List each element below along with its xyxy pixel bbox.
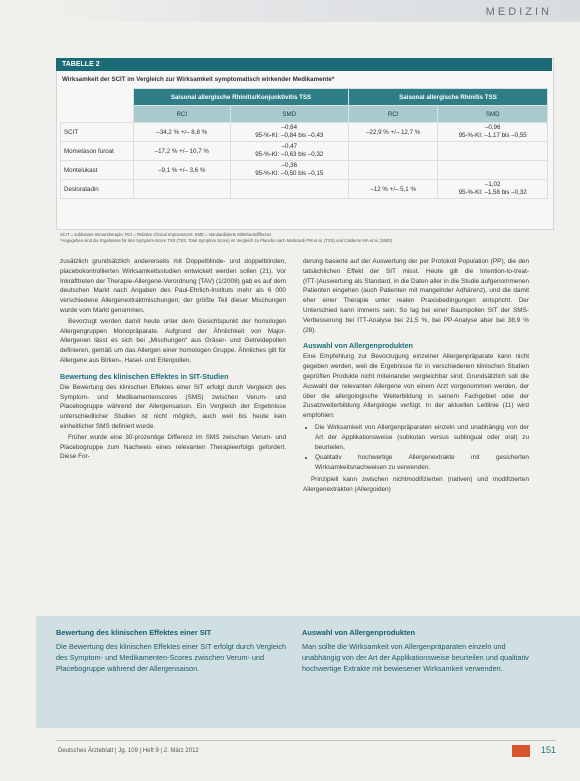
footer-divider [56,740,556,741]
subheader-cell: RCI [349,106,438,123]
table-cell [349,142,438,161]
table-row [61,142,548,161]
row-label: Desloratadin [61,180,134,199]
table-row [61,123,548,142]
efficacy-table [60,88,548,199]
table-cell: –17,2 % +/– 10,7 % [134,142,231,161]
table-caption: Wirksamkeit der SCIT im Vergleich zur Wirksamkeit symptomatisch wirkender Medikamente* [62,76,335,83]
subheader-cell: SMD [438,106,548,123]
smd-value: –0,47 [281,143,298,150]
summary-heading: Bewertung des klinischen Effektes einer SIT [56,628,212,637]
smd-ci: 95-%-KI: –1,58 bis –0,32 [458,189,527,196]
subheader-cell: SMD [230,106,348,123]
table-group-header-row [61,89,548,106]
smd-ci: 95-%-KI: –0,84 bis –0,43 [255,132,324,139]
smd-value: –0,96 [484,124,501,131]
paragraph: Die Bewertung des klinischen Effektes einer SIT erfolgt durch Vergleich des Symptom- und Medikamentenscores (SMS) zwischen Verum- und Placebogruppe während der Allergensaison. Ein Vergleich der Ergebnisse unterschiedlicher Studien ist nicht möglich, auch weil bis heute kein einheitlicher SMS definiert wurde. [60,383,286,430]
table-cell [438,123,548,142]
table-cell [438,161,548,180]
table-cell [438,180,548,199]
table-cell [230,161,348,180]
section-heading: Auswahl von Allergenprodukten [303,341,413,351]
summary-heading: Auswahl von Allergenprodukten [302,628,416,637]
paragraph: derung basierte auf der Auswertung der per Protokoll Population (PP), die den tatsächlichen Effekt der SIT misst. Heute gilt die Intention-to-treat-(ITT-)Auswertung als Standard, in die Daten aller in die Studie aufgenommenen Patienten eingehen (auch Patienten mit mangelnder Adhärenz), und die damit eher einer Therapie unter realen Praxisbedingungen entspricht. Der Unterschied kann immens sein: So lag bei einer Baumpollen SIT der SMS-Verbesserung bei ITT-Analyse bei 21,5 %, bei PP-Analyse aber bei 38,9 % (28). [303,258,529,334]
table-label: TABELLE 2 [56,58,552,71]
text-column-left [60,257,286,463]
table-cell [230,142,348,161]
smd-value: –0,36 [281,162,298,169]
paragraph: Früher wurde eine 30-prozentige Differenz im SMS zwischen Verum- und Placebogruppe zum Nachweis eines relevanten Therapieerfolgs gefordert. Diese For- [60,433,286,461]
paragraph: Prinzipiell kann zwischen nichtmodifizierten (nativen) und modifizierten Allergenextrakten (Allergoiden) [303,475,529,493]
table-corner-cell [61,106,134,123]
recommendation-list [303,423,529,473]
table-cell [349,161,438,180]
row-label: Mometason furoat [61,142,134,161]
journal-citation: Deutsches Ärzteblatt | Jg. 109 | Heft 9 | 2. März 2012 [58,748,199,754]
page-marker [512,745,530,757]
group-header: Saisonal allergische Rhinitis TSS [349,89,548,106]
row-label: Montelukast [61,161,134,180]
table-cell: –9,1 % +/– 3,6 % [134,161,231,180]
table-footnote: SCIT = subkutane Immuntherapie; RCI = Relative Clinical Improvement; SMD = standardisierte Mittelwertdifferenz [60,232,272,237]
table-subheader-row [61,106,548,123]
smd-value: –0,64 [281,124,298,131]
smd-ci: 95-%-KI: –0,63 bis –0,32 [255,151,324,158]
summary-text: Man sollte die Wirksamkeit von Allergenpräparaten einzeln und unabhängig von der Art der Applikationsweise beurteilen und qualitativ hochwertige Extrakte mit bewiesener Wirksamkeit verwenden. [302,642,529,673]
list-item: • Die Wirksamkeit von Allergenpräparaten einzeln und unabhängig von der Art der Applikationsweise (subkutan versus sublingual oder oral) zu beurteilen, [315,423,529,452]
text-column-right [303,257,529,496]
smd-value: –1,02 [484,181,501,188]
table-cell [438,142,548,161]
page-number: 151 [540,745,556,755]
table-cell [134,180,231,199]
table-row [61,161,548,180]
table-cell [230,180,348,199]
table-footnotes [60,232,552,244]
table-footnote: *Angegeben sind die Ergebnisse für den Symptom-Score TSS (TSS: Total Symptom Score) im Vergleich zu Placebo nach Matricardi PM et al. (TSS) und Calderon MA et al. (SMD) [60,238,392,243]
summary-box [36,616,580,728]
table-cell [230,123,348,142]
summary-right [302,628,542,674]
table-cell: –12 % +/– 5,1 % [349,180,438,199]
paragraph: Eine Empfehlung zur Bevorzugung einzelner Allergenpräparate kann nicht gegeben werden, weil die Ergebnisse für in verschiedenen klinischen Studien geprüften Produkte nicht miteinander vergleichbar sind. Grundsätzlich soll die Auswahl der relevanten Allergene von einem Arzt vorgenommen werden, der über die allergologische Weiterbildung in seinem Fachgebiet oder der Zusatzweiterbildung Allergologie verfügt. In der aktuellen Leitlinie (11) wird empfohlen: [303,353,529,420]
row-label: SCIT [61,123,134,142]
table-row [61,180,548,199]
paragraph: Bevorzugt werden damit heute unter dem Gesichtspunkt der homologen Allergengruppen Monopräparate. Aufgrund der Ähnlichkeit von Major-Allergenen lässt es sich bei „Mischungen“ aus Gräser- und Getreidepollen definieren, gemäß um das Allergen einer homologen Gruppe. Ähnliches gilt für Allergene aus Birken-, Hasel- und Erlenpollen. [60,317,286,364]
list-item: • Qualitativ hochwertige Allergenextrakte mit gesicherten Wirksamkeitsnachweisen zu verwenden. [315,453,529,473]
summary-left [56,628,296,674]
subheader-cell: RCI [134,106,231,123]
smd-ci: 95-%-KI: –1,17 bis –0,55 [458,132,527,139]
table-corner-cell [61,89,134,106]
section-heading: Bewertung des klinischen Effektes in SIT-Studien [60,371,229,381]
table-cell: –22,9 % +/– 12,7 % [349,123,438,142]
group-header: Saisonal allergische Rhinitis/Konjunktivitis TSS [134,89,349,106]
summary-text: Die Bewertung des klinischen Effektes einer SIT erfolgt durch Vergleich des Symptom- und Medikamenten-Scores zwischen Verum- und Placebogruppe während der Allergensaison. [56,642,287,673]
section-label: MEDIZIN [485,6,552,18]
smd-ci: 95-%-KI: –0,50 bis –0,15 [255,170,324,177]
paragraph: zusätzlich grundsätzlich andererseits mit Doppelblinde- und doppelblinden, placebokontrollierten Wirksamkeitsstudien entwickelt werden sollen (21). Vor Inkrafttreten der Therapie-Allergene-Verordnung (TAV) (1/2008) gab es auf dem deutschen Markt nach Angaben des Paul-Ehrlich-Instituts mehr als 6 000 verschiedene Allergenextraktmischungen; der größte Teil dieser Mischungen wurde vom Markt genommen. [60,258,286,314]
table-cell: –34,2 % +/– 8,8 % [134,123,231,142]
